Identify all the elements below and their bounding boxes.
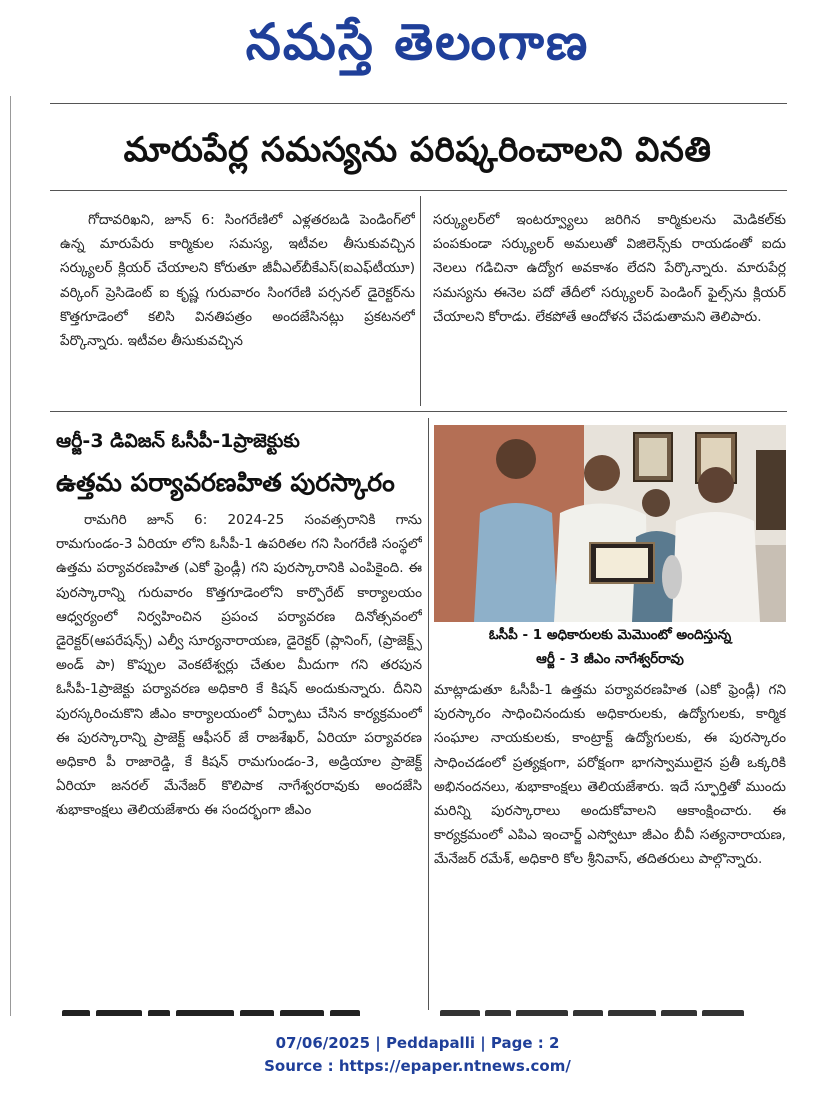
story2-left-column: [56, 508, 422, 986]
story-divider-rule: [50, 411, 787, 412]
story2-headline: ఉత్తమ పర్యావరణహిత పురస్కారం: [56, 468, 395, 497]
masthead: [0, 6, 835, 78]
award-photo: [434, 425, 786, 622]
story2-left-text: రామగిరి జూన్ 6: 2024-25 సంవత్సరానికి గాను రామగుండం-3 ఏరియా లోని ఓసీపీ-1 ఉపరితల గని సింగరేణి సంస్థలో ఉత్తమ పర్యావరణహిత (ఎకో ఫ్రెండ్లీ) గని పురస్కారానికి ఎంపికైంది. ఈ పురస్కారాన్ని గురువారం కొత్తగూడెంలోని కార్పొరేట్ కార్యాలయం ఆధ్వర్యంలో నిర్వహించిన ప్రపంచ పర్యావరణ దినోత్సవంలో డైరెక్టర్(ఆపరేషన్స్) ఎల్వీ సూర్యనారాయణ, డైరెక్టర్ (ప్లానింగ్, (ప్రాజెక్ట్స్ అండ్ పా) కొప్పుల వెంకటేశ్వర్లు చేతుల మీదుగా గని తరపున ఓసీపీ-1ప్రాజెక్టు పర్యావరణ అధికారి కే కిషన్ అందుకున్నారు. దీనిని పురస్కరించుకొని జీఎం కార్యాలయంలో ఏర్పాటు చేసిన కార్యక్రమంలో ఈ పురస్కారాన్ని ప్రాజెక్ట్ ఆఫీసర్ జే రాజశేఖర్, ఏరియా పర్యావరణ అధికారి పీ రాజారెడ్డి, కే కిషన్ రామగుండం-3, అడ్రియాల ప్రాజెక్ట్ ఏరియా జనరల్ మేనేజర్ కొలిపాక నాగేశ్వరరావుకు అందజేసి శుభాకాంక్షలు తెలియజేశారు ఈ సందర్భంగా జీఎం: [56, 512, 422, 819]
column-divider-bottom: [428, 418, 429, 1010]
story2-right-text: మాట్లాడుతూ ఓసీపీ-1 ఉత్తమ పర్యావరణహిత (ఎకో ఫ్రెండ్లీ) గని పురస్కారం సాధించినందుకు అధికారులకు, ఉద్యోగులకు, కార్మిక సంఘాల నాయకులకు, కాంట్రాక్ట్ ఉద్యోగులకు, ఈ పురస్కారం సాధించడంలో ప్రత్యక్షంగా, పరోక్షంగా భాగస్వాములైన ప్రతీ ఒక్కరికి అభినందనలు, శుభాకాంక్షలు తెలియజేశారు. ఇదే స్ఫూర్తితో ముందు మరిన్ని పురస్కారాలు అందుకోవాలని ఆకాంక్షించారు. ఈ కార్యక్రమంలో ఎపిఎ ఇంచార్జ్ ఎస్వోటూ జీఎం బీవీ సత్యనారాయణ, మేనేజర్ రమేశ్, అధికారి కోల శ్రీనివాస్, తదితరులు పాల్గొన్నారు.: [434, 682, 786, 868]
footer-source-line: Source : https://epaper.ntnews.com/: [264, 1057, 571, 1075]
award-photo-illustration: [434, 425, 786, 622]
footer-date-line: 07/06/2025 | Peddapalli | Page : 2: [275, 1034, 560, 1052]
next-story-cutoff-left: [62, 1010, 384, 1016]
photo-caption-line2: ఆర్జీ - 3 జీఎం నాగేశ్వర్‌రావు: [536, 651, 684, 667]
headline-rule: [50, 190, 787, 191]
next-story-cutoff-right: [440, 1010, 770, 1016]
photo-caption-line1: ఓసీపీ - 1 అధికారులకు మెమొంటో అందిస్తున్న: [488, 627, 732, 643]
story2-kicker: ఆర్జీ-3 డివిజన్ ఓసీపీ-1ప్రాజెక్టుకు: [56, 430, 300, 452]
story1-left-column: [60, 208, 415, 406]
story1-right-column: [433, 208, 786, 406]
main-headline: మారుపేర్ల సమస్యను పరిష్కరించాలని వినతి: [123, 130, 712, 170]
story1-right-text: సర్క్యులర్‌లో ఇంటర్వ్యూలు జరిగిన కార్మికులను మెడికల్‌కు పంపకుండా సర్క్యులర్ అమలుతో విజిలెన్స్‌కు రాయడంతో ఐదు నెలలు గడిచినా ఉద్యోగ అవకాశం లేదని పేర్కొన్నారు. మారుపేర్ల సమస్యను ఈనెల పదో తేదీలో సర్క్యులర్ పెండింగ్ ఫైల్స్‌ను క్లియర్ చేయాలని కోరాడు. లేకపోతే ఆందోళన చేపడుతామని తెలిపారు.: [433, 212, 786, 325]
story2-right-column: [434, 678, 786, 988]
page-left-edge: [10, 96, 11, 1016]
photo-caption: [434, 623, 786, 671]
column-divider-top: [420, 196, 421, 406]
top-rule: [50, 103, 787, 104]
masthead-logo: నమస్తే తెలంగాణ: [245, 12, 590, 71]
story1-left-text: గోదావరిఖని, జూన్ 6: సింగరేణిలో ఎళ్లతరబడి పెండింగ్‌లో ఉన్న మారుపేరు కార్మికుల సమస్య, ఇటీవల తీసుకువచ్చిన సర్క్యులర్ క్లియర్ చేయాలని కోరుతూ జీవీఎల్‌బీకేఎస్(ఐఎఫ్‌టీయూ) వర్కింగ్ ప్రెసిడెంట్ ఐ కృష్ణ గురువారం సింగరేణి పర్సనల్ డైరెక్టర్‌ను కొత్తగూడెంలో కలిసి వినతిపత్రం అందజేసినట్లు ప్రకటనలో పేర్కొన్నారు. ఇటీవల తీసుకువచ్చిన: [60, 212, 415, 350]
